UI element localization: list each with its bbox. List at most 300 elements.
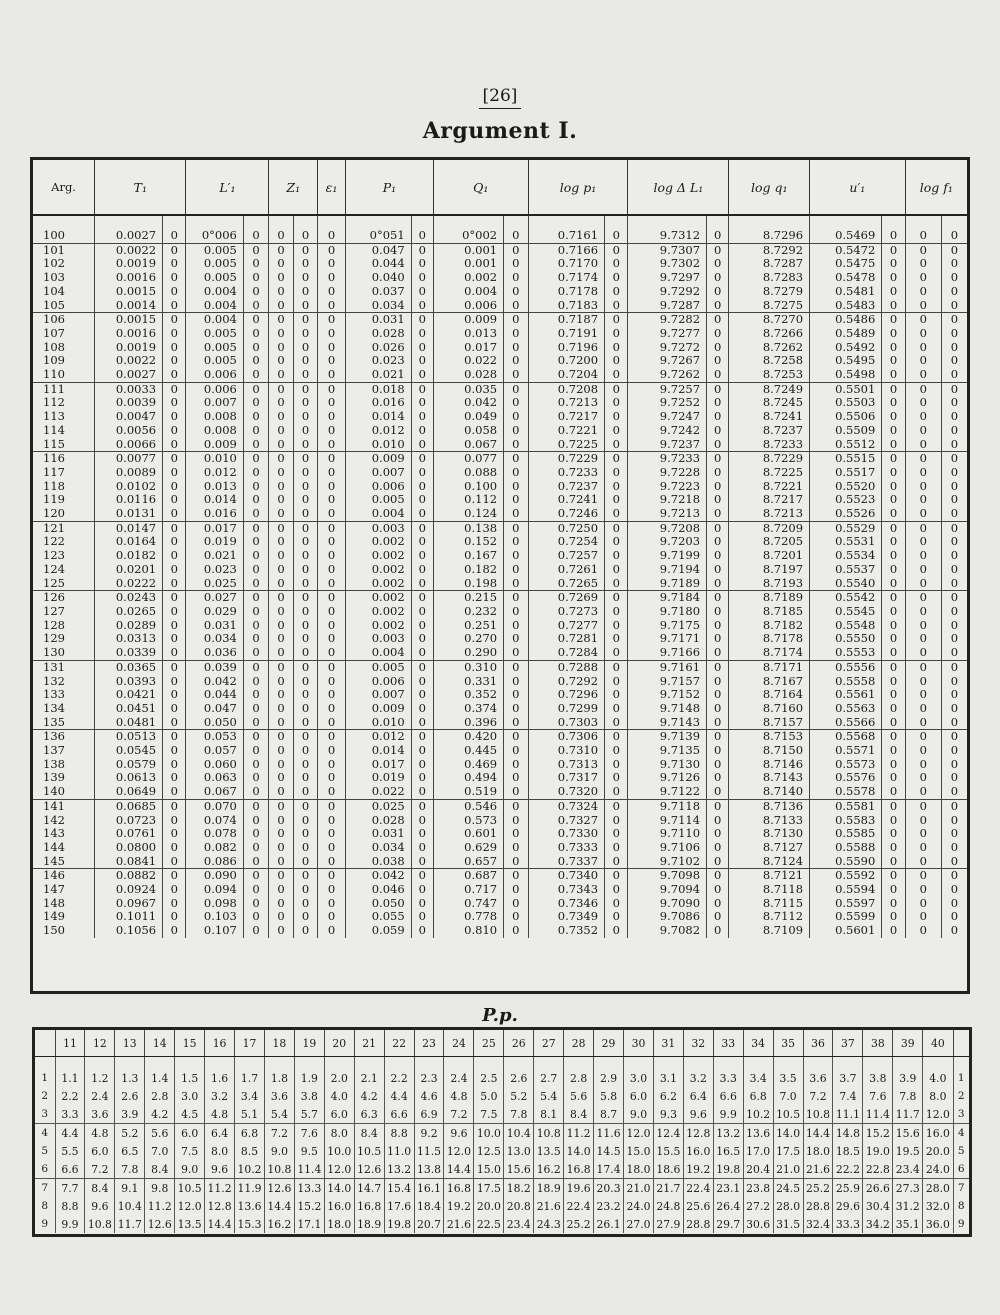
value-cell: 0.7183 bbox=[528, 299, 604, 313]
value-cell: 0.5585 bbox=[810, 827, 882, 841]
value-cell: 0.0019 bbox=[95, 257, 163, 271]
value-cell: 0 bbox=[950, 436, 959, 451]
pp-row bbox=[35, 1124, 969, 1143]
value-cell: 0.006 bbox=[345, 675, 411, 689]
value-cell: 0 bbox=[163, 313, 186, 327]
value-cell: 0.042 bbox=[434, 396, 504, 410]
value-cell: 0 bbox=[504, 758, 528, 772]
value-cell: 0 bbox=[504, 799, 528, 813]
table-row bbox=[33, 771, 967, 785]
value-cell: 0.074 bbox=[186, 814, 243, 828]
value-cell: 0 bbox=[707, 675, 729, 689]
pp-value-cell: 11.6 bbox=[594, 1124, 624, 1143]
pp-value-cell: 13.5 bbox=[175, 1215, 205, 1233]
pp-value-cell: 16.0 bbox=[923, 1124, 953, 1143]
value-cell: 0.5571 bbox=[810, 744, 882, 758]
value-cell: 0 bbox=[905, 785, 941, 799]
pp-value-cell: 6.3 bbox=[354, 1105, 384, 1124]
value-cell: 0 bbox=[905, 452, 941, 466]
value-cell: 0.009 bbox=[345, 702, 411, 716]
arg-cell: 149 bbox=[33, 910, 95, 924]
value-cell: 0 bbox=[411, 785, 433, 799]
value-cell: 0.5550 bbox=[810, 632, 882, 646]
pp-value-cell: 2.4 bbox=[85, 1087, 115, 1105]
value-cell: 0 bbox=[293, 410, 317, 424]
value-cell: 0.031 bbox=[186, 619, 243, 633]
pp-value-cell: 6.4 bbox=[683, 1087, 713, 1105]
pp-value-cell: 5.2 bbox=[504, 1087, 534, 1105]
value-cell: 0.7178 bbox=[528, 285, 604, 299]
value-cell: 0 bbox=[163, 493, 186, 507]
value-cell: 0 bbox=[243, 897, 268, 911]
value-cell: 0.010 bbox=[186, 452, 243, 466]
pp-value-cell: 25.2 bbox=[564, 1215, 594, 1233]
value-cell: 0.5495 bbox=[810, 354, 882, 368]
value-cell: 0 bbox=[411, 452, 433, 466]
page-title: Argument I. bbox=[422, 118, 578, 144]
pp-value-cell: 15.5 bbox=[653, 1142, 683, 1160]
arg-cell: 106 bbox=[33, 313, 95, 327]
pp-value-cell: 11.7 bbox=[893, 1105, 923, 1124]
arg-cell: 146 bbox=[33, 869, 95, 883]
arg-cell: 128 bbox=[33, 619, 95, 633]
value-cell: 0 bbox=[411, 675, 433, 689]
value-cell: 0 bbox=[411, 632, 433, 646]
pp-value-cell: 9.6 bbox=[85, 1197, 115, 1215]
value-cell: 0 bbox=[605, 396, 628, 410]
table-row bbox=[33, 438, 967, 452]
value-cell: 0.7221 bbox=[528, 424, 604, 438]
value-cell: 0°002 bbox=[434, 229, 504, 243]
value-cell: 0 bbox=[163, 688, 186, 702]
pp-col-header: 14 bbox=[145, 1030, 175, 1057]
pp-value-cell: 19.2 bbox=[683, 1160, 713, 1179]
value-cell: 0 bbox=[411, 313, 433, 327]
pp-value-cell: 23.4 bbox=[504, 1215, 534, 1233]
table-row bbox=[33, 675, 967, 689]
pp-value-cell: 25.6 bbox=[683, 1197, 713, 1215]
value-cell: 0.810 bbox=[434, 924, 504, 938]
value-cell: 0.044 bbox=[345, 257, 411, 271]
value-cell: 9.7282 bbox=[628, 313, 707, 327]
value-cell: 0.042 bbox=[345, 869, 411, 883]
value-cell: 0.7333 bbox=[528, 841, 604, 855]
value-cell: 0.004 bbox=[186, 285, 243, 299]
pp-value-cell: 19.2 bbox=[444, 1197, 474, 1215]
value-cell: 0 bbox=[707, 299, 729, 313]
value-cell: 0 bbox=[163, 299, 186, 313]
value-cell: 0.103 bbox=[186, 910, 243, 924]
value-cell: 0.002 bbox=[345, 591, 411, 605]
value-cell: 9.7126 bbox=[628, 771, 707, 785]
pp-value-cell: 11.9 bbox=[235, 1179, 265, 1198]
value-cell: 9.7203 bbox=[628, 535, 707, 549]
value-cell: 0 bbox=[882, 716, 905, 730]
value-cell: 0 bbox=[905, 591, 941, 605]
value-cell: 0.060 bbox=[186, 758, 243, 772]
value-cell: 0 bbox=[243, 424, 268, 438]
value-cell: 0.031 bbox=[345, 827, 411, 841]
value-cell: 0.5576 bbox=[810, 771, 882, 785]
pp-value-cell: 3.6 bbox=[85, 1105, 115, 1124]
value-cell: 0.7337 bbox=[528, 855, 604, 869]
value-cell: 8.7130 bbox=[729, 827, 810, 841]
value-cell: 0.014 bbox=[345, 744, 411, 758]
pp-value-cell: 2.6 bbox=[115, 1087, 145, 1105]
pp-value-cell: 5.2 bbox=[115, 1124, 145, 1143]
table-row bbox=[33, 883, 967, 897]
value-cell: 0 bbox=[605, 771, 628, 785]
value-cell: 0 bbox=[269, 883, 293, 897]
value-cell: 0 bbox=[293, 354, 317, 368]
value-cell: 0 bbox=[882, 577, 905, 591]
value-cell: 0.7352 bbox=[528, 924, 604, 938]
pp-value-cell: 1.9 bbox=[294, 1069, 324, 1087]
value-cell: 0 bbox=[411, 327, 433, 341]
value-cell: 0.5512 bbox=[810, 438, 882, 452]
value-cell: 0 bbox=[243, 452, 268, 466]
pp-row bbox=[35, 1069, 969, 1087]
pp-value-cell: 10.0 bbox=[324, 1142, 354, 1160]
value-cell: 0 bbox=[605, 438, 628, 452]
value-cell: 0 bbox=[707, 535, 729, 549]
value-cell: 0.070 bbox=[186, 799, 243, 813]
pp-value-cell: 7.2 bbox=[444, 1105, 474, 1124]
value-cell: 0 bbox=[243, 396, 268, 410]
table-row bbox=[33, 466, 967, 480]
value-cell: 0 bbox=[243, 480, 268, 494]
value-cell: 8.7153 bbox=[729, 730, 810, 744]
value-cell: 0 bbox=[882, 382, 905, 396]
table-row bbox=[33, 605, 967, 619]
value-cell: 0 bbox=[882, 313, 905, 327]
table-row bbox=[33, 271, 967, 285]
value-cell: 0 bbox=[950, 756, 959, 771]
value-cell: 8.7262 bbox=[729, 341, 810, 355]
arg-cell: 134 bbox=[33, 702, 95, 716]
value-cell: 0 bbox=[243, 799, 268, 813]
pp-spacer-row bbox=[35, 1057, 969, 1070]
value-cell: 0 bbox=[269, 841, 293, 855]
value-cell: 0 bbox=[905, 730, 941, 744]
value-cell: 0.027 bbox=[186, 591, 243, 605]
value-cell: 0 bbox=[605, 535, 628, 549]
pp-value-cell: 7.2 bbox=[803, 1087, 833, 1105]
value-cell: 0 bbox=[605, 619, 628, 633]
value-cell: 0 bbox=[243, 354, 268, 368]
pp-value-cell: 12.0 bbox=[324, 1160, 354, 1179]
value-cell: 0 bbox=[269, 452, 293, 466]
value-cell: 0 bbox=[411, 535, 433, 549]
value-cell: 0 bbox=[905, 285, 941, 299]
value-cell: 0.7250 bbox=[528, 521, 604, 535]
value-cell: 0.077 bbox=[434, 452, 504, 466]
value-cell: 0 bbox=[605, 368, 628, 382]
pp-value-cell: 20.0 bbox=[923, 1142, 953, 1160]
value-cell: 0 bbox=[882, 675, 905, 689]
value-cell: 0 bbox=[243, 605, 268, 619]
pp-col-header: 15 bbox=[175, 1030, 205, 1057]
pp-value-cell: 11.5 bbox=[414, 1142, 444, 1160]
value-cell: 8.7136 bbox=[729, 799, 810, 813]
pp-value-cell: 7.8 bbox=[504, 1105, 534, 1124]
pp-value-cell: 9.9 bbox=[55, 1215, 85, 1233]
value-cell: 8.7174 bbox=[729, 646, 810, 660]
value-cell: 0 bbox=[293, 299, 317, 313]
value-cell: 0 bbox=[411, 841, 433, 855]
value-cell: 0.7237 bbox=[528, 480, 604, 494]
pp-value-cell: 6.0 bbox=[85, 1142, 115, 1160]
pp-value-cell: 12.0 bbox=[175, 1197, 205, 1215]
value-cell: 0.7343 bbox=[528, 883, 604, 897]
pp-col-header: 40 bbox=[923, 1030, 953, 1057]
value-cell: 0 bbox=[950, 506, 959, 521]
value-cell: 0.004 bbox=[434, 285, 504, 299]
value-cell: 0 bbox=[905, 632, 941, 646]
value-cell: 0 bbox=[707, 841, 729, 855]
value-cell: 0 bbox=[243, 313, 268, 327]
value-cell: 0.029 bbox=[186, 605, 243, 619]
value-cell: 0.019 bbox=[345, 771, 411, 785]
value-cell: 0 bbox=[605, 758, 628, 772]
value-cell: 0.7208 bbox=[528, 382, 604, 396]
value-cell: 0 bbox=[504, 605, 528, 619]
value-cell: 0.7273 bbox=[528, 605, 604, 619]
value-cell: 0.028 bbox=[345, 814, 411, 828]
table-row bbox=[33, 897, 967, 911]
table-row bbox=[33, 716, 967, 730]
pp-row-label: 6 bbox=[957, 1163, 965, 1175]
value-cell: 8.7189 bbox=[729, 591, 810, 605]
value-cell: 0 bbox=[905, 493, 941, 507]
value-cell: 0 bbox=[905, 396, 941, 410]
value-cell: 0 bbox=[243, 563, 268, 577]
value-cell: 0 bbox=[318, 438, 346, 452]
value-cell: 0.7324 bbox=[528, 799, 604, 813]
pp-value-cell: 2.2 bbox=[55, 1087, 85, 1105]
value-cell: 0 bbox=[504, 452, 528, 466]
value-cell: 0 bbox=[707, 313, 729, 327]
pp-value-cell: 11.4 bbox=[863, 1105, 893, 1124]
value-cell: 0 bbox=[504, 535, 528, 549]
pp-value-cell: 4.8 bbox=[205, 1105, 235, 1124]
value-cell: 0.001 bbox=[434, 257, 504, 271]
value-cell: 0 bbox=[269, 563, 293, 577]
value-cell: 0 bbox=[243, 924, 268, 938]
table-row bbox=[33, 396, 967, 410]
spacer-cell bbox=[324, 1057, 354, 1070]
value-cell: 0.0102 bbox=[95, 480, 163, 494]
value-cell: 0 bbox=[707, 814, 729, 828]
value-cell: 0 bbox=[293, 827, 317, 841]
arg-cell: 144 bbox=[33, 841, 95, 855]
value-cell: 0.0393 bbox=[95, 675, 163, 689]
pp-row bbox=[35, 1160, 969, 1179]
pp-value-cell: 14.0 bbox=[773, 1124, 803, 1143]
value-cell: 0 bbox=[243, 910, 268, 924]
arg-cell: 148 bbox=[33, 897, 95, 911]
value-cell: 0 bbox=[941, 591, 967, 605]
spacer-cell bbox=[163, 215, 186, 229]
spacer-cell bbox=[923, 1057, 953, 1070]
value-cell: 0 bbox=[318, 646, 346, 660]
value-cell: 0.717 bbox=[434, 883, 504, 897]
pp-col-header: 11 bbox=[55, 1030, 85, 1057]
value-cell: 0 bbox=[950, 826, 959, 841]
value-cell: 9.7213 bbox=[628, 507, 707, 521]
value-cell: 0 bbox=[941, 521, 967, 535]
pp-value-cell: 2.4 bbox=[444, 1069, 474, 1087]
value-cell: 0 bbox=[504, 563, 528, 577]
pp-value-cell: 4.0 bbox=[923, 1069, 953, 1087]
value-cell: 9.7208 bbox=[628, 521, 707, 535]
value-cell: 0 bbox=[293, 744, 317, 758]
value-cell: 9.7098 bbox=[628, 869, 707, 883]
pp-value-cell: 6.0 bbox=[175, 1124, 205, 1143]
value-cell: 0 bbox=[905, 271, 941, 285]
value-cell: 0 bbox=[243, 341, 268, 355]
table-row bbox=[33, 285, 967, 299]
pp-col-header: 38 bbox=[863, 1030, 893, 1057]
pp-value-cell: 16.0 bbox=[324, 1197, 354, 1215]
value-cell: 0 bbox=[293, 730, 317, 744]
pp-value-cell: 3.8 bbox=[294, 1087, 324, 1105]
value-cell: 0 bbox=[605, 313, 628, 327]
value-cell: 0.0056 bbox=[95, 424, 163, 438]
value-cell: 0 bbox=[243, 702, 268, 716]
pp-value-cell: 28.0 bbox=[923, 1179, 953, 1198]
value-cell: 0 bbox=[950, 561, 959, 576]
value-cell: 0 bbox=[882, 535, 905, 549]
pp-value-cell: 8.0 bbox=[324, 1124, 354, 1143]
pp-value-cell: 1.7 bbox=[235, 1069, 265, 1087]
pp-value-cell: 24.8 bbox=[653, 1197, 683, 1215]
value-cell: 0 bbox=[905, 341, 941, 355]
pp-value-cell: 6.6 bbox=[55, 1160, 85, 1179]
value-cell: 0 bbox=[163, 730, 186, 744]
value-cell: 0 bbox=[707, 910, 729, 924]
value-cell: 0 bbox=[269, 354, 293, 368]
value-cell: 0 bbox=[905, 577, 941, 591]
value-cell: 0.014 bbox=[186, 493, 243, 507]
value-cell: 0.0685 bbox=[95, 799, 163, 813]
value-cell: 9.7189 bbox=[628, 577, 707, 591]
pp-col-header: 34 bbox=[743, 1030, 773, 1057]
value-cell: 0 bbox=[950, 784, 959, 799]
value-cell: 0.469 bbox=[434, 758, 504, 772]
spacer-cell bbox=[243, 215, 268, 229]
spacer-cell bbox=[235, 1057, 265, 1070]
pp-value-cell: 1.3 bbox=[115, 1069, 145, 1087]
value-cell: 0 bbox=[163, 632, 186, 646]
value-cell: 0 bbox=[293, 382, 317, 396]
spacer-cell bbox=[345, 215, 411, 229]
pp-value-cell: 9.6 bbox=[683, 1105, 713, 1124]
value-cell: 0.0027 bbox=[95, 368, 163, 382]
value-cell: 0.0579 bbox=[95, 758, 163, 772]
pp-value-cell: 4.0 bbox=[324, 1087, 354, 1105]
value-cell: 0.012 bbox=[186, 466, 243, 480]
arg-cell: 131 bbox=[33, 660, 95, 674]
arg-cell: 105 bbox=[33, 299, 95, 313]
value-cell: 0 bbox=[950, 882, 959, 897]
pp-value-cell: 17.6 bbox=[384, 1197, 414, 1215]
value-cell: 0 bbox=[411, 382, 433, 396]
arg-cell: 123 bbox=[33, 549, 95, 563]
value-cell: 0 bbox=[905, 744, 941, 758]
pp-value-cell: 1.8 bbox=[264, 1069, 294, 1087]
value-cell: 0 bbox=[950, 839, 959, 854]
col-header-l1: L′₁ bbox=[186, 160, 269, 215]
value-cell: 0 bbox=[243, 660, 268, 674]
table-row bbox=[33, 646, 967, 660]
pp-value-cell: 8.4 bbox=[564, 1105, 594, 1124]
pp-row-label: 9 bbox=[35, 1215, 55, 1233]
value-cell: 0.5503 bbox=[810, 396, 882, 410]
value-cell: 9.7114 bbox=[628, 814, 707, 828]
value-cell: 0.012 bbox=[345, 424, 411, 438]
spacer-cell bbox=[893, 1057, 923, 1070]
value-cell: 0.009 bbox=[186, 438, 243, 452]
value-cell: 0.7225 bbox=[528, 438, 604, 452]
pp-value-cell: 16.8 bbox=[444, 1179, 474, 1198]
value-cell: 0.018 bbox=[345, 382, 411, 396]
value-cell: 0 bbox=[411, 577, 433, 591]
value-cell: 8.7283 bbox=[729, 271, 810, 285]
spacer-cell bbox=[35, 1057, 55, 1070]
value-cell: 0.5556 bbox=[810, 660, 882, 674]
pp-value-cell: 15.4 bbox=[384, 1179, 414, 1198]
value-cell: 0 bbox=[950, 478, 959, 493]
pp-row-label: 3 bbox=[35, 1105, 55, 1124]
table-row bbox=[33, 549, 967, 563]
value-cell: 0 bbox=[605, 452, 628, 466]
pp-row-label: 6 bbox=[35, 1160, 55, 1179]
value-cell: 0.031 bbox=[345, 313, 411, 327]
value-cell: 0.006 bbox=[434, 299, 504, 313]
value-cell: 0 bbox=[905, 257, 941, 271]
value-cell: 0 bbox=[269, 313, 293, 327]
value-cell: 0.0077 bbox=[95, 452, 163, 466]
pp-value-cell: 17.5 bbox=[773, 1142, 803, 1160]
value-cell: 0 bbox=[882, 646, 905, 660]
value-cell: 0 bbox=[269, 632, 293, 646]
pp-value-cell: 3.3 bbox=[713, 1069, 743, 1087]
value-cell: 0 bbox=[163, 924, 186, 938]
value-cell: 0 bbox=[950, 339, 959, 354]
value-cell: 0 bbox=[605, 646, 628, 660]
value-cell: 0 bbox=[950, 923, 959, 938]
value-cell: 0.0967 bbox=[95, 897, 163, 911]
value-cell: 0 bbox=[163, 814, 186, 828]
arg-cell: 140 bbox=[33, 785, 95, 799]
pp-value-cell: 10.5 bbox=[773, 1105, 803, 1124]
value-cell: 0 bbox=[905, 466, 941, 480]
value-cell: 0.7217 bbox=[528, 410, 604, 424]
spacer-cell bbox=[414, 1057, 444, 1070]
table-row bbox=[33, 229, 967, 243]
value-cell: 0 bbox=[504, 493, 528, 507]
pp-value-cell: 16.2 bbox=[264, 1215, 294, 1233]
argument-table-frame bbox=[30, 157, 970, 994]
pp-row-label: 4 bbox=[953, 1124, 969, 1143]
value-cell: 0 bbox=[504, 855, 528, 869]
value-cell: 0 bbox=[504, 660, 528, 674]
value-cell: 0 bbox=[411, 299, 433, 313]
spacer-cell bbox=[85, 1057, 115, 1070]
value-cell: 0.0164 bbox=[95, 535, 163, 549]
value-cell: 0 bbox=[411, 480, 433, 494]
